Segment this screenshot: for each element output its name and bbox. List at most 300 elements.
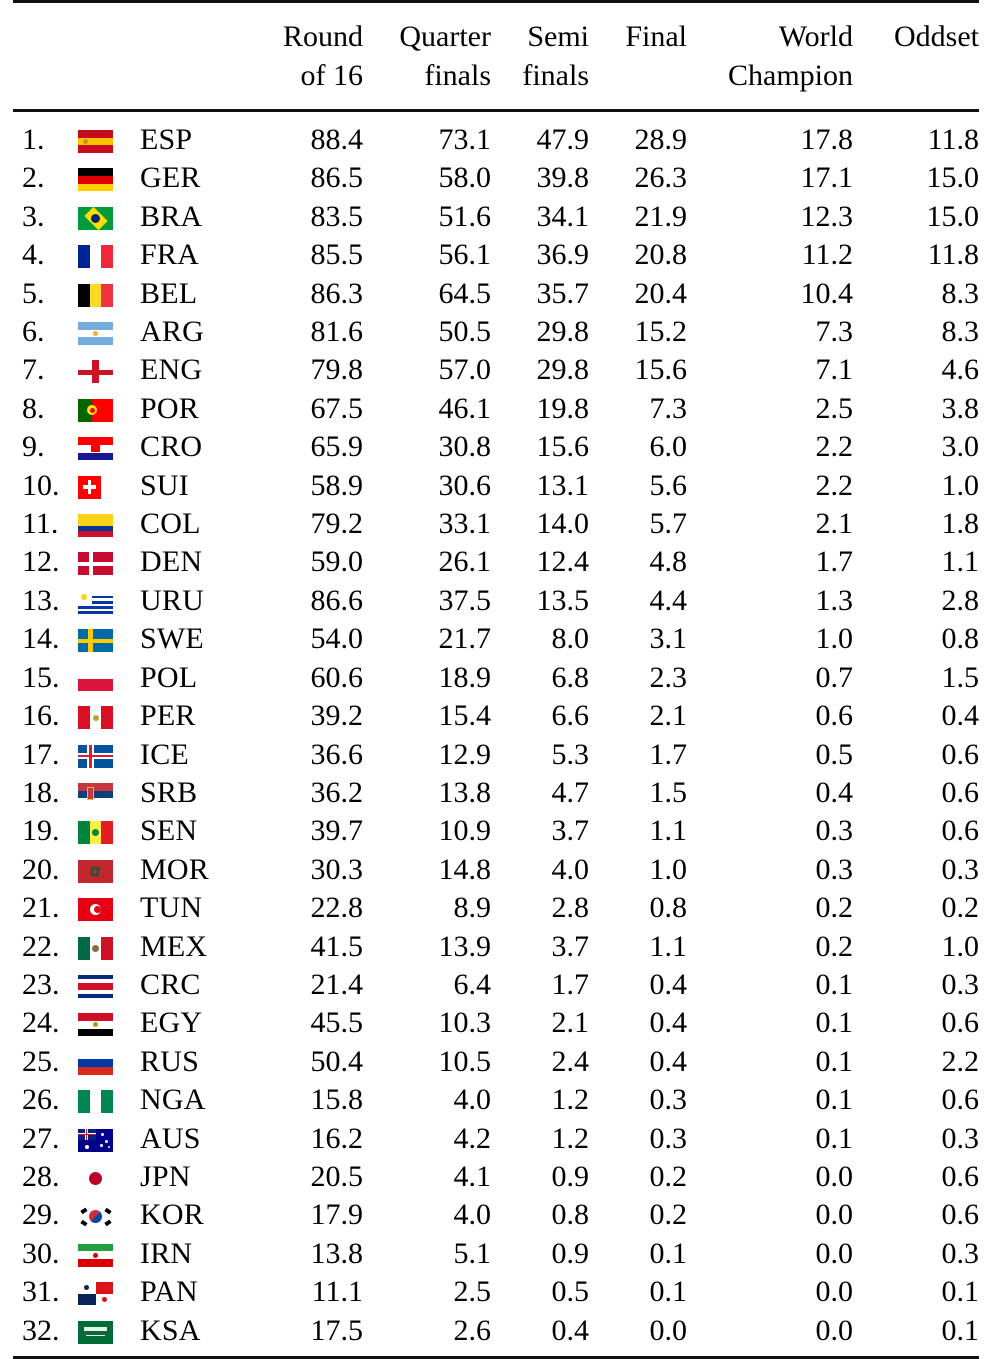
rank-cell: 25. xyxy=(13,1043,75,1081)
round-of-16-cell: 13.8 xyxy=(247,1235,363,1273)
world-champion-cell: 0.1 xyxy=(687,1004,853,1042)
round-of-16-cell: 88.4 xyxy=(247,111,363,160)
world-champion-cell: 17.1 xyxy=(687,159,853,197)
table-row xyxy=(13,774,979,812)
flag-cell xyxy=(75,313,137,351)
final-cell: 1.5 xyxy=(589,774,687,812)
oddset-cell: 0.3 xyxy=(853,1235,979,1273)
header-world-champion-line1: World xyxy=(687,2,853,57)
flag-cell xyxy=(75,390,137,428)
quarter-finals-cell: 18.9 xyxy=(363,659,491,697)
team-code-cell: ENG xyxy=(137,351,247,389)
header-world-champion-line2: Champion xyxy=(687,56,853,109)
round-of-16-cell: 54.0 xyxy=(247,620,363,658)
final-cell: 0.2 xyxy=(589,1158,687,1196)
table-row xyxy=(13,159,979,197)
round-of-16-cell: 20.5 xyxy=(247,1158,363,1196)
header-final-line1: Final xyxy=(589,2,687,57)
oddset-cell: 0.3 xyxy=(853,1120,979,1158)
quarter-finals-cell: 15.4 xyxy=(363,697,491,735)
flag-icon-se xyxy=(78,629,113,652)
table-row xyxy=(13,736,979,774)
header-oddset-line1: Oddset xyxy=(853,2,979,57)
flag-icon-de xyxy=(78,168,113,191)
rank-cell: 22. xyxy=(13,928,75,966)
team-code-cell: GER xyxy=(137,159,247,197)
flag-cell xyxy=(75,159,137,197)
oddset-cell: 0.3 xyxy=(853,966,979,1004)
world-champion-cell: 0.1 xyxy=(687,1043,853,1081)
world-champion-cell: 1.3 xyxy=(687,582,853,620)
team-code-cell: BRA xyxy=(137,198,247,236)
team-code-cell: SEN xyxy=(137,812,247,850)
round-of-16-cell: 39.2 xyxy=(247,697,363,735)
team-code-cell: EGY xyxy=(137,1004,247,1042)
world-champion-cell: 11.2 xyxy=(687,236,853,274)
semi-finals-cell: 2.8 xyxy=(491,889,589,927)
oddset-cell: 1.1 xyxy=(853,543,979,581)
oddset-cell: 0.6 xyxy=(853,1004,979,1042)
semi-finals-cell: 2.4 xyxy=(491,1043,589,1081)
header-flag-line2 xyxy=(75,56,137,109)
oddset-cell: 0.3 xyxy=(853,851,979,889)
final-cell: 5.6 xyxy=(589,467,687,505)
oddset-cell: 2.8 xyxy=(853,582,979,620)
quarter-finals-cell: 5.1 xyxy=(363,1235,491,1273)
round-of-16-cell: 36.6 xyxy=(247,736,363,774)
round-of-16-cell: 22.8 xyxy=(247,889,363,927)
team-code-cell: MEX xyxy=(137,928,247,966)
round-of-16-cell: 45.5 xyxy=(247,1004,363,1042)
world-cup-probability-table xyxy=(13,0,979,1359)
semi-finals-cell: 15.6 xyxy=(491,428,589,466)
round-of-16-cell: 79.2 xyxy=(247,505,363,543)
round-of-16-cell: 79.8 xyxy=(247,351,363,389)
round-of-16-cell: 65.9 xyxy=(247,428,363,466)
table-header xyxy=(13,0,979,111)
team-code-cell: TUN xyxy=(137,889,247,927)
oddset-cell: 2.2 xyxy=(853,1043,979,1081)
table-row xyxy=(13,582,979,620)
rank-cell: 17. xyxy=(13,736,75,774)
semi-finals-cell: 3.7 xyxy=(491,928,589,966)
header-team-line2 xyxy=(137,56,247,109)
table-row xyxy=(13,351,979,389)
quarter-finals-cell: 6.4 xyxy=(363,966,491,1004)
flag-cell xyxy=(75,889,137,927)
team-code-cell: SWE xyxy=(137,620,247,658)
rank-cell: 2. xyxy=(13,159,75,197)
flag-icon-ma xyxy=(78,860,113,883)
team-code-cell: KOR xyxy=(137,1196,247,1234)
final-cell: 0.2 xyxy=(589,1196,687,1234)
flag-cell xyxy=(75,1196,137,1234)
table-row xyxy=(13,1158,979,1196)
quarter-finals-cell: 37.5 xyxy=(363,582,491,620)
oddset-cell: 0.6 xyxy=(853,1081,979,1119)
quarter-finals-cell: 4.0 xyxy=(363,1196,491,1234)
rank-cell: 15. xyxy=(13,659,75,697)
world-champion-cell: 0.1 xyxy=(687,966,853,1004)
header-round-of-16-line2: of 16 xyxy=(247,56,363,109)
header-flag xyxy=(75,2,137,57)
rank-cell: 26. xyxy=(13,1081,75,1119)
round-of-16-cell: 67.5 xyxy=(247,390,363,428)
oddset-cell: 4.6 xyxy=(853,351,979,389)
flag-icon-be xyxy=(78,284,113,307)
rank-cell: 24. xyxy=(13,1004,75,1042)
flag-cell xyxy=(75,851,137,889)
flag-icon-fr xyxy=(78,245,113,268)
flag-cell xyxy=(75,428,137,466)
final-cell: 6.0 xyxy=(589,428,687,466)
flag-icon-sn xyxy=(78,821,113,844)
flag-icon-rs xyxy=(78,783,113,806)
quarter-finals-cell: 10.3 xyxy=(363,1004,491,1042)
rank-cell: 23. xyxy=(13,966,75,1004)
team-code-cell: DEN xyxy=(137,543,247,581)
semi-finals-cell: 6.8 xyxy=(491,659,589,697)
rank-cell: 27. xyxy=(13,1120,75,1158)
flag-icon-eg xyxy=(78,1013,113,1036)
table-row xyxy=(13,390,979,428)
quarter-finals-cell: 64.5 xyxy=(363,275,491,313)
team-code-cell: COL xyxy=(137,505,247,543)
quarter-finals-cell: 4.0 xyxy=(363,1081,491,1119)
rank-cell: 1. xyxy=(13,111,75,160)
team-code-cell: POR xyxy=(137,390,247,428)
oddset-cell: 0.6 xyxy=(853,774,979,812)
rank-cell: 8. xyxy=(13,390,75,428)
flag-icon-ru xyxy=(78,1052,113,1075)
table-row xyxy=(13,1043,979,1081)
flag-cell xyxy=(75,111,137,160)
team-code-cell: URU xyxy=(137,582,247,620)
flag-icon-is xyxy=(78,745,113,768)
final-cell: 20.8 xyxy=(589,236,687,274)
semi-finals-cell: 5.3 xyxy=(491,736,589,774)
round-of-16-cell: 41.5 xyxy=(247,928,363,966)
header-quarter-finals-line1: Quarter xyxy=(363,2,491,57)
quarter-finals-cell: 30.8 xyxy=(363,428,491,466)
table-row xyxy=(13,198,979,236)
quarter-finals-cell: 14.8 xyxy=(363,851,491,889)
flag-icon-ar xyxy=(78,322,113,345)
final-cell: 1.1 xyxy=(589,812,687,850)
header-quarter-finals-line2: finals xyxy=(363,56,491,109)
semi-finals-cell: 39.8 xyxy=(491,159,589,197)
quarter-finals-cell: 2.6 xyxy=(363,1312,491,1358)
table-row xyxy=(13,966,979,1004)
final-cell: 3.1 xyxy=(589,620,687,658)
round-of-16-cell: 50.4 xyxy=(247,1043,363,1081)
world-champion-cell: 0.2 xyxy=(687,928,853,966)
semi-finals-cell: 19.8 xyxy=(491,390,589,428)
rank-cell: 28. xyxy=(13,1158,75,1196)
world-champion-cell: 0.3 xyxy=(687,851,853,889)
oddset-cell: 0.4 xyxy=(853,697,979,735)
semi-finals-cell: 1.2 xyxy=(491,1120,589,1158)
oddset-cell: 1.0 xyxy=(853,467,979,505)
world-champion-cell: 10.4 xyxy=(687,275,853,313)
final-cell: 28.9 xyxy=(589,111,687,160)
flag-icon-cr xyxy=(78,975,113,998)
round-of-16-cell: 83.5 xyxy=(247,198,363,236)
table-row xyxy=(13,111,979,160)
semi-finals-cell: 34.1 xyxy=(491,198,589,236)
table-row xyxy=(13,313,979,351)
header-oddset-line2 xyxy=(853,56,979,109)
team-code-cell: PAN xyxy=(137,1273,247,1311)
final-cell: 1.7 xyxy=(589,736,687,774)
team-code-cell: CRC xyxy=(137,966,247,1004)
rank-cell: 30. xyxy=(13,1235,75,1273)
flag-icon-co xyxy=(78,514,113,537)
flag-icon-dk xyxy=(78,552,113,575)
round-of-16-cell: 16.2 xyxy=(247,1120,363,1158)
round-of-16-cell: 85.5 xyxy=(247,236,363,274)
round-of-16-cell: 11.1 xyxy=(247,1273,363,1311)
flag-icon-ch xyxy=(78,476,101,499)
rank-cell: 12. xyxy=(13,543,75,581)
table-row xyxy=(13,543,979,581)
semi-finals-cell: 47.9 xyxy=(491,111,589,160)
flag-cell xyxy=(75,1043,137,1081)
final-cell: 0.3 xyxy=(589,1081,687,1119)
semi-finals-cell: 12.4 xyxy=(491,543,589,581)
rank-cell: 19. xyxy=(13,812,75,850)
quarter-finals-cell: 51.6 xyxy=(363,198,491,236)
header-semi-finals-line2: finals xyxy=(491,56,589,109)
round-of-16-cell: 86.5 xyxy=(247,159,363,197)
flag-cell xyxy=(75,505,137,543)
flag-icon-pa xyxy=(78,1282,113,1305)
world-champion-cell: 0.2 xyxy=(687,889,853,927)
team-code-cell: RUS xyxy=(137,1043,247,1081)
semi-finals-cell: 13.1 xyxy=(491,467,589,505)
table-row xyxy=(13,812,979,850)
flag-icon-es xyxy=(78,130,113,153)
rank-cell: 13. xyxy=(13,582,75,620)
oddset-cell: 0.8 xyxy=(853,620,979,658)
semi-finals-cell: 6.6 xyxy=(491,697,589,735)
round-of-16-cell: 36.2 xyxy=(247,774,363,812)
header-row-line2 xyxy=(13,56,979,109)
final-cell: 1.1 xyxy=(589,928,687,966)
final-cell: 0.1 xyxy=(589,1273,687,1311)
flag-icon-tn xyxy=(78,898,113,921)
team-code-cell: CRO xyxy=(137,428,247,466)
table-row xyxy=(13,236,979,274)
rank-cell: 10. xyxy=(13,467,75,505)
flag-cell xyxy=(75,198,137,236)
final-cell: 0.1 xyxy=(589,1235,687,1273)
quarter-finals-cell: 10.5 xyxy=(363,1043,491,1081)
team-code-cell: IRN xyxy=(137,1235,247,1273)
rank-cell: 4. xyxy=(13,236,75,274)
flag-cell xyxy=(75,543,137,581)
table-row xyxy=(13,1004,979,1042)
final-cell: 0.4 xyxy=(589,1043,687,1081)
quarter-finals-cell: 4.2 xyxy=(363,1120,491,1158)
quarter-finals-cell: 73.1 xyxy=(363,111,491,160)
final-cell: 4.8 xyxy=(589,543,687,581)
oddset-cell: 0.6 xyxy=(853,1158,979,1196)
rank-cell: 7. xyxy=(13,351,75,389)
table-row xyxy=(13,928,979,966)
flag-icon-hr xyxy=(78,437,113,460)
final-cell: 15.6 xyxy=(589,351,687,389)
semi-finals-cell: 14.0 xyxy=(491,505,589,543)
rank-cell: 6. xyxy=(13,313,75,351)
flag-icon-en xyxy=(78,360,113,383)
flag-cell xyxy=(75,1004,137,1042)
flag-cell xyxy=(75,620,137,658)
final-cell: 5.7 xyxy=(589,505,687,543)
table-row xyxy=(13,275,979,313)
semi-finals-cell: 29.8 xyxy=(491,351,589,389)
flag-icon-kr xyxy=(78,1205,113,1228)
team-code-cell: KSA xyxy=(137,1312,247,1358)
world-champion-cell: 12.3 xyxy=(687,198,853,236)
world-champion-cell: 1.0 xyxy=(687,620,853,658)
final-cell: 0.8 xyxy=(589,889,687,927)
flag-icon-sa xyxy=(78,1321,113,1344)
table-row xyxy=(13,697,979,735)
oddset-cell: 1.5 xyxy=(853,659,979,697)
flag-cell xyxy=(75,1120,137,1158)
round-of-16-cell: 60.6 xyxy=(247,659,363,697)
team-code-cell: SRB xyxy=(137,774,247,812)
header-rank xyxy=(13,2,75,57)
quarter-finals-cell: 10.9 xyxy=(363,812,491,850)
flag-cell xyxy=(75,659,137,697)
quarter-finals-cell: 46.1 xyxy=(363,390,491,428)
rank-cell: 18. xyxy=(13,774,75,812)
header-final-line2 xyxy=(589,56,687,109)
header-row-line1 xyxy=(13,2,979,57)
rank-cell: 11. xyxy=(13,505,75,543)
table-row xyxy=(13,1312,979,1358)
rank-cell: 9. xyxy=(13,428,75,466)
world-champion-cell: 0.0 xyxy=(687,1273,853,1311)
flag-cell xyxy=(75,275,137,313)
oddset-cell: 0.1 xyxy=(853,1312,979,1358)
flag-cell xyxy=(75,697,137,735)
quarter-finals-cell: 26.1 xyxy=(363,543,491,581)
semi-finals-cell: 29.8 xyxy=(491,313,589,351)
team-code-cell: FRA xyxy=(137,236,247,274)
world-champion-cell: 0.5 xyxy=(687,736,853,774)
team-code-cell: ESP xyxy=(137,111,247,160)
flag-cell xyxy=(75,928,137,966)
round-of-16-cell: 21.4 xyxy=(247,966,363,1004)
world-champion-cell: 0.3 xyxy=(687,812,853,850)
flag-cell xyxy=(75,774,137,812)
flag-cell xyxy=(75,1081,137,1119)
final-cell: 0.0 xyxy=(589,1312,687,1358)
rank-cell: 5. xyxy=(13,275,75,313)
world-champion-cell: 7.1 xyxy=(687,351,853,389)
quarter-finals-cell: 21.7 xyxy=(363,620,491,658)
table-row xyxy=(13,851,979,889)
team-code-cell: POL xyxy=(137,659,247,697)
flag-icon-ng xyxy=(78,1090,113,1113)
header-round-of-16-line1: Round xyxy=(247,2,363,57)
oddset-cell: 15.0 xyxy=(853,198,979,236)
round-of-16-cell: 17.5 xyxy=(247,1312,363,1358)
flag-icon-uy xyxy=(78,591,113,614)
oddset-cell: 8.3 xyxy=(853,313,979,351)
flag-cell xyxy=(75,812,137,850)
world-champion-cell: 1.7 xyxy=(687,543,853,581)
flag-cell xyxy=(75,582,137,620)
table-row xyxy=(13,1235,979,1273)
oddset-cell: 11.8 xyxy=(853,236,979,274)
world-champion-cell: 2.2 xyxy=(687,467,853,505)
table-row xyxy=(13,659,979,697)
world-champion-cell: 0.0 xyxy=(687,1196,853,1234)
world-champion-cell: 17.8 xyxy=(687,111,853,160)
semi-finals-cell: 0.9 xyxy=(491,1158,589,1196)
round-of-16-cell: 59.0 xyxy=(247,543,363,581)
world-champion-cell: 0.7 xyxy=(687,659,853,697)
team-code-cell: ICE xyxy=(137,736,247,774)
team-code-cell: ARG xyxy=(137,313,247,351)
table-row xyxy=(13,1196,979,1234)
table-row xyxy=(13,467,979,505)
final-cell: 0.4 xyxy=(589,966,687,1004)
flag-cell xyxy=(75,1158,137,1196)
flag-icon-jp xyxy=(78,1167,113,1190)
final-cell: 0.3 xyxy=(589,1120,687,1158)
world-champion-cell: 0.4 xyxy=(687,774,853,812)
world-champion-cell: 0.0 xyxy=(687,1235,853,1273)
table-row xyxy=(13,1081,979,1119)
flag-cell xyxy=(75,966,137,1004)
round-of-16-cell: 17.9 xyxy=(247,1196,363,1234)
flag-icon-pl xyxy=(78,668,113,691)
rank-cell: 31. xyxy=(13,1273,75,1311)
rank-cell: 20. xyxy=(13,851,75,889)
team-code-cell: JPN xyxy=(137,1158,247,1196)
final-cell: 26.3 xyxy=(589,159,687,197)
oddset-cell: 11.8 xyxy=(853,111,979,160)
team-code-cell: BEL xyxy=(137,275,247,313)
quarter-finals-cell: 30.6 xyxy=(363,467,491,505)
table-row xyxy=(13,1120,979,1158)
flag-icon-ir xyxy=(78,1244,113,1267)
flag-icon-pt xyxy=(78,399,113,422)
world-champion-cell: 0.6 xyxy=(687,697,853,735)
round-of-16-cell: 30.3 xyxy=(247,851,363,889)
world-champion-cell: 2.5 xyxy=(687,390,853,428)
flag-cell xyxy=(75,1235,137,1273)
table-row xyxy=(13,505,979,543)
table-row xyxy=(13,428,979,466)
semi-finals-cell: 1.7 xyxy=(491,966,589,1004)
quarter-finals-cell: 13.8 xyxy=(363,774,491,812)
header-semi-finals-line1: Semi xyxy=(491,2,589,57)
team-code-cell: SUI xyxy=(137,467,247,505)
flag-cell xyxy=(75,467,137,505)
flag-cell xyxy=(75,351,137,389)
quarter-finals-cell: 8.9 xyxy=(363,889,491,927)
quarter-finals-cell: 56.1 xyxy=(363,236,491,274)
oddset-cell: 3.8 xyxy=(853,390,979,428)
round-of-16-cell: 58.9 xyxy=(247,467,363,505)
semi-finals-cell: 3.7 xyxy=(491,812,589,850)
